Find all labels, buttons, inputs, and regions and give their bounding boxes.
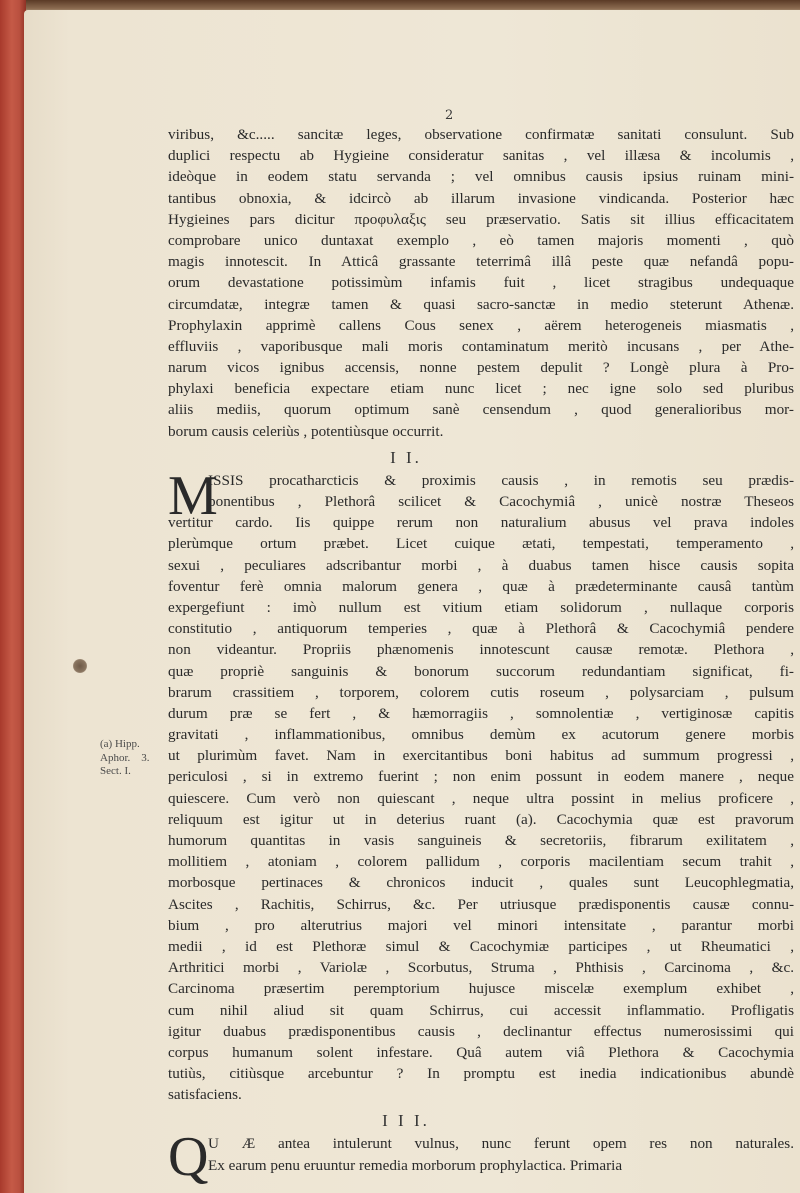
- text-line: ISSIS procatharcticis & proximis causis , in remotis seu prædis-: [208, 471, 794, 489]
- text-line: U Æ antea intulerunt vulnus, nunc ferunt opem res non naturales.: [208, 1135, 794, 1153]
- text-line: Arthritici morbi , Variolæ , Scorbutus, Struma , Phthisis , Carcinoma , &c.: [168, 959, 794, 977]
- drop-cap: Q: [168, 1126, 209, 1189]
- text-line: quæ propriè sanguinis & bonorum succorum redundantiam significat, fi-: [168, 662, 794, 680]
- margin-note-line: Aphor. 3.: [100, 751, 150, 764]
- text-line: bium , pro alterutrius majori vel minori intensitate , parantur morbi: [168, 916, 794, 934]
- text-line: effluviis , vaporibusque mali moris contaminatum meritò incusans , per Athe-: [168, 337, 794, 355]
- margin-note: [100, 738, 166, 779]
- text-line: corpus humanum solent infestare. Quâ autem viâ Plethora & Cacochymia: [168, 1043, 794, 1061]
- text-line: ideòque in eodem statu servanda ; vel omnibus causis ipsius ruinam mini-: [168, 168, 794, 186]
- text-line: periculosi , si in extremo fuerint ; non enim possunt in eodem manere , neque: [168, 768, 794, 786]
- text-line: vertitur cardo. Iis quippe rerum non naturalium abusus vel prava indoles: [168, 514, 794, 532]
- section-two-paragraph: [168, 464, 794, 1106]
- text-line: duplici respectu ab Hygieine consideratur sanitas , vel illæsa & incolumis ,: [168, 147, 794, 165]
- section-heading-two: I I.: [390, 447, 422, 467]
- text-line: tantibus obnoxia, & idcircò ab illarum invasione vindicanda. Posterior hæc: [168, 189, 794, 207]
- text-line: aliis mediis, quorum optimum sanè censendum , quod generalioribus mor-: [168, 401, 794, 419]
- section-heading-three: I I I.: [382, 1111, 430, 1131]
- text-line: Hygieines pars dicitur προφυλαξις seu præservatio. Satis sit illius efficacitatem: [168, 210, 794, 228]
- text-line: tutiùs, citiùsque arcebuntur ? In promptu est inedia indicationibus abundè: [168, 1065, 794, 1083]
- text-line: morbosque pertinaces & chronicos inducit , quales sunt Leucophlegmatia,: [168, 874, 794, 892]
- text-line: cum nihil aliud sit quam Schirrus, cui accessit inflammatio. Profligatis: [168, 1001, 794, 1019]
- text-line: non videantur. Propriis phænomenis innotescunt causæ remotæ. Plethora ,: [168, 641, 794, 659]
- text-line: durum præ se fert , & hæmorragiis , somnolentiæ , vertiginosæ capitis: [168, 704, 794, 722]
- book-binding: [0, 0, 26, 1193]
- text-line: Carcinoma præsertim peremptorium hujusce miscelæ exemplum exhibet ,: [168, 980, 794, 998]
- section-three-paragraph: [168, 1126, 794, 1189]
- text-line: quiescere. Cum verò non quiescant , neque ultra possint in melius proficere ,: [168, 789, 794, 807]
- text-line: foventur ferè omnia malorum genera , quæ à prædeterminante causâ tantùm: [168, 577, 794, 595]
- text-line: viribus, &c..... sancitæ leges, observatione confirmatæ sanitati consulunt. Sub: [168, 126, 794, 143]
- margin-note-line: Sect. I.: [100, 765, 131, 777]
- text-line: Ex earum penu eruuntur remedia morborum prophylactica. Primaria: [208, 1156, 623, 1174]
- text-line: orum devastatione potissimùm infamis fuit , licet stragibus undequaque: [168, 274, 794, 292]
- text-line: brarum crassitiem , torporem, colorem cutis roseum , polysarciam , pulsum: [168, 683, 794, 701]
- text-line: phylaxi beneficia expectare etiam nunc licet ; nec igne solo sed pluribus: [168, 380, 794, 398]
- text-line: gravitati , inflammationibus, omnibus demùm ex acutorum genere morbis: [168, 726, 794, 744]
- drop-cap: M: [168, 464, 218, 527]
- text-line: expergefiunt : imò nullum est vitium etiam solidorum , nullaque corporis: [168, 598, 794, 616]
- text-line: humorum quantitas in vasis sanguineis & secretoriis, fibrarum exilitatem ,: [168, 832, 794, 849]
- text-line: igitur duabus prædisponentibus causis , declinantur effectus numerosissimi qui: [168, 1022, 794, 1040]
- text-line: magis innotescit. In Atticâ grassante teterrimâ illâ peste quæ nefandâ popu-: [168, 253, 794, 271]
- page-text: [168, 124, 794, 1189]
- text-line: circumdatæ, integræ tamen & quasi sacro-sanctæ in medio steterunt Athenæ.: [168, 295, 794, 313]
- text-line: narum vicos ignibus accensis, nonne pestem depulit ? Longè plura à Pro-: [168, 359, 794, 377]
- page-number: 2: [445, 108, 454, 123]
- text-line: reliquum est igitur ut in deterius ruant (a). Cacochymia quæ est pravorum: [168, 810, 794, 828]
- text-line: plerùmque ortum præbet. Licet cuique ætati, tempestati, temperamento ,: [168, 535, 794, 553]
- section-one-paragraph: [168, 124, 794, 442]
- ink-spot: [73, 659, 87, 673]
- text-line: mollitiem , atoniam , colorem pallidum , corporis macilentiam secum trahit ,: [168, 853, 794, 871]
- margin-note-line: (a) Hipp.: [100, 738, 140, 750]
- text-line: satisfaciens.: [168, 1086, 242, 1104]
- text-line: medii , id est Plethoræ simul & Cacochymiæ participes , ut Rheumatici ,: [168, 937, 794, 955]
- text-line: comprobare unico duntaxat exemplo , eò tamen majoris momenti , quò: [168, 231, 794, 249]
- text-line: ponentibus , Plethorâ scilicet & Cacochymiâ , unicè nostræ Theseos: [208, 493, 794, 510]
- text-line: Prophylaxin apprimè callens Cous senex , aërem heterogeneis miasmatis ,: [168, 316, 794, 334]
- text-line: constitutio , antiquorum temperies , quæ à Plethorâ & Cacochymiâ pendere: [168, 620, 794, 638]
- text-line: Ascites , Rachitis, Schirrus, &c. Per utriusque prædisponentis causæ connu-: [168, 895, 794, 913]
- text-line: ut plurimùm favet. Nam in exercitantibus boni habitus ad summum progressi ,: [168, 747, 794, 765]
- text-line: borum causis celeriùs , potentiùsque occurrit.: [168, 422, 444, 440]
- text-line: sexui , peculiares adscribantur morbi , à duabus tamen hisce causis sopita: [168, 556, 794, 574]
